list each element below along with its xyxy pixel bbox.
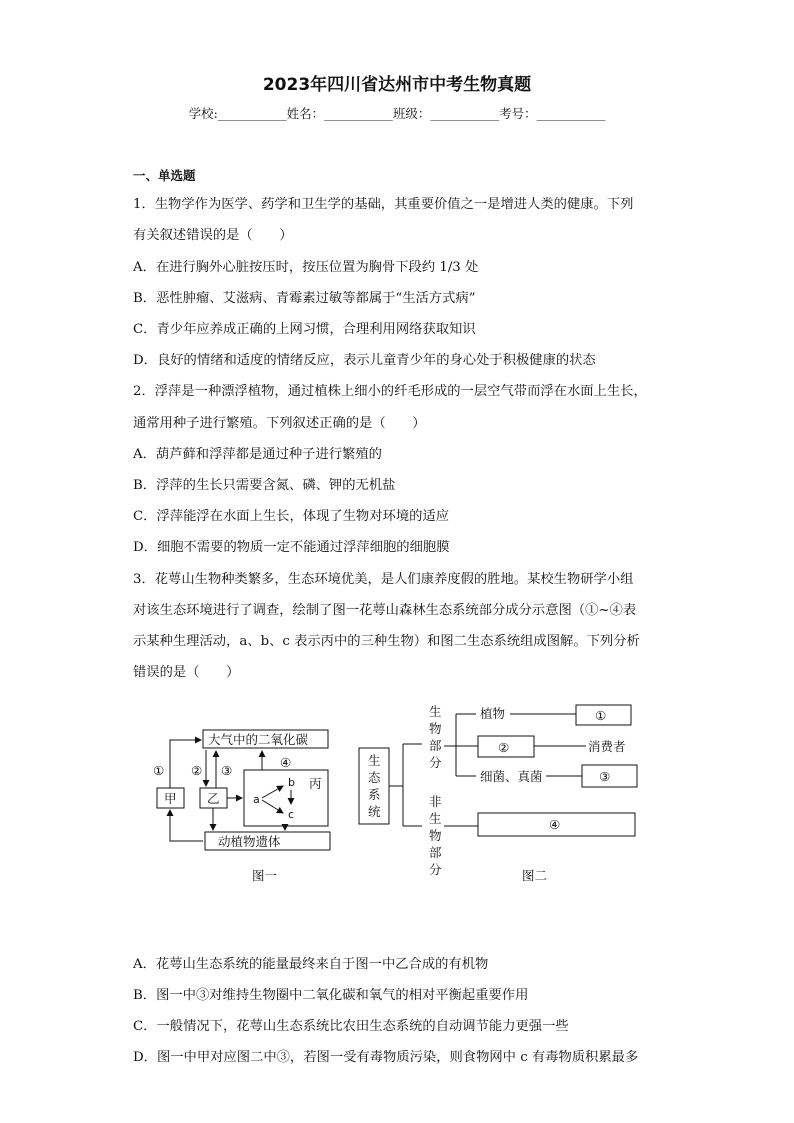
co2-label: 大气中的二氧化碳	[208, 732, 309, 747]
bio-part-label: 生 物 部 分	[429, 704, 442, 770]
figure-two-caption: 图二	[522, 868, 548, 883]
label-3: ③	[221, 763, 233, 778]
plant-label: 植物	[480, 706, 506, 721]
consumer-label: 消费者	[588, 739, 626, 754]
organism-b: b	[288, 776, 295, 789]
student-info-line: 学校:___________姓名：___________班级：___________考号：___________	[188, 106, 606, 121]
nonbio-part-label: 非 生 物 部 分	[429, 794, 442, 877]
q2-option-d: D．细胞不需要的物质一定不能通过浮萍细胞的细胞膜	[133, 540, 450, 555]
remains-label: 动植物遗体	[218, 834, 281, 849]
jia-label: 甲	[164, 791, 177, 806]
q3-option-d: D．图一中甲对应图二中③，若图一受有毒物质污染，则食物网中 c 有毒物质积累最多	[133, 1050, 639, 1065]
figure-two	[359, 704, 637, 883]
organism-c: c	[288, 808, 295, 821]
q2-option-a: A．葫芦藓和浮萍都是通过种子进行繁殖的	[133, 447, 382, 462]
q2-stem-line-1: 2．浮萍是一种漂浮植物，通过植株上细小的纤毛形成的一层空气带而浮在水面上生长，	[133, 384, 647, 399]
label-4: ④	[280, 755, 292, 770]
q3-stem-line-4: 错误的是（ ）	[133, 665, 240, 680]
q1-option-d: D．良好的情绪和适度的情绪反应，表示儿童青少年的身心处于积极健康的状态	[133, 353, 596, 368]
q2-option-c: C．浮萍能浮在水面上生长，体现了生物对环境的适应	[133, 509, 450, 524]
figure-one-caption: 图一	[252, 868, 278, 883]
decomposer-label: 细菌、真菌	[480, 769, 543, 784]
ecosystem-label: 生 态 系 统	[368, 753, 381, 819]
label-1: ①	[153, 763, 165, 778]
arrow-a-b	[262, 786, 283, 798]
box-2-label: ②	[498, 740, 510, 755]
box-1-label: ①	[595, 708, 607, 723]
q2-stem-line-2: 通常用种子进行繁殖。下列叙述正确的是（ ）	[133, 416, 426, 431]
organism-a: a	[253, 793, 260, 806]
q3-option-a: A．花萼山生态系统的能量最终来自于图一中乙合成的有机物	[133, 957, 489, 972]
arrow-a-c	[262, 800, 283, 813]
box-4-label: ④	[549, 817, 561, 832]
yi-label: 乙	[207, 791, 220, 806]
q3-option-b: B．图一中③对维持生物圈中二氧化碳和氧气的相对平衡起重要作用	[133, 988, 529, 1003]
q3-stem-line-3: 示某种生理活动，a、b、c 表示丙中的三种生物）和图二生态系统组成图解。下列分析	[133, 634, 640, 649]
page-title: 2023年四川省达州市中考生物真题	[262, 75, 532, 95]
bing-label: 丙	[309, 776, 322, 791]
arrow-remains-jia	[170, 810, 203, 841]
q3-stem-line-2: 对该生态环境进行了调查，绘制了图一花萼山森林生态系统部分成分示意图（①~④表	[133, 603, 637, 618]
section-heading: 一、单选题	[133, 168, 196, 183]
q3-option-c: C．一般情况下，花萼山生态系统比农田生态系统的自动调节能力更强一些	[133, 1019, 569, 1034]
q1-stem-line-2: 有关叙述错误的是（ ）	[133, 228, 293, 243]
q2-option-b: B．浮萍的生长只需要含氮、磷、钾的无机盐	[133, 478, 396, 493]
ecosystem-figures	[140, 698, 660, 888]
box-3-label: ③	[599, 769, 611, 784]
q3-stem-line-1: 3．花萼山生物种类繁多，生态环境优美，是人们康养度假的胜地。某校生物研学小组	[133, 572, 634, 587]
q1-option-b: B．恶性肿瘤、艾滋病、青霉素过敏等都属于“生活方式病”	[133, 291, 476, 306]
q1-option-c: C．青少年应养成正确的上网习惯，合理利用网络获取知识	[133, 322, 476, 337]
q1-stem-line-1: 1．生物学作为医学、药学和卫生学的基础，其重要价值之一是增进人类的健康。下列	[133, 197, 634, 212]
figure-one	[153, 730, 330, 883]
label-2: ②	[191, 763, 203, 778]
q1-option-a: A．在进行胸外心脏按压时，按压位置为胸骨下段约 1/3 处	[133, 260, 479, 275]
